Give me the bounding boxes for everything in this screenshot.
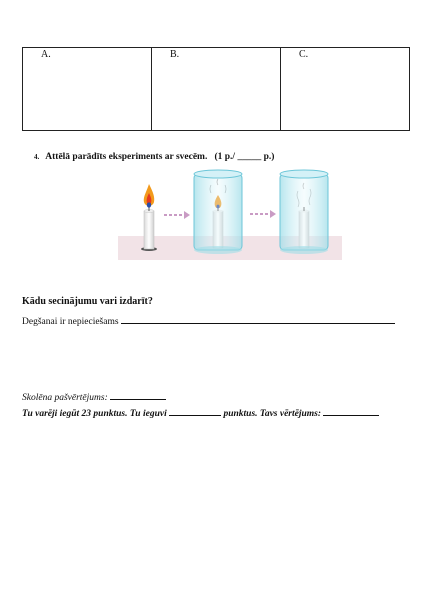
table-row [23, 48, 410, 131]
cell-c-label: C. [299, 49, 309, 60]
glass-jar [194, 174, 242, 250]
question-text: Attēlā parādīts eksperiments ar svecēm. [45, 152, 208, 162]
sentence-start: Degšanai ir nepieciešams [22, 317, 119, 327]
score-line [22, 406, 379, 419]
points-blank: _____ [237, 152, 262, 162]
question-4 [34, 152, 274, 162]
answer-table [22, 47, 410, 131]
self-assessment-label: Skolēna pašvērtējums: [22, 393, 108, 403]
cell-a[interactable] [23, 48, 152, 131]
points-close: p.) [263, 152, 275, 162]
arrow-icon [164, 211, 190, 219]
cell-b-label: B. [170, 49, 180, 60]
grade-blank[interactable] [323, 406, 379, 416]
glass-jar [280, 174, 328, 250]
candle-under-glass-extinguished [280, 170, 328, 254]
score-text-1: Tu varēji iegūt 23 punktus. Tu ieguvi [22, 409, 167, 419]
candle-under-glass-flickering [194, 170, 242, 254]
cell-a-label: A. [41, 49, 51, 60]
cell-c[interactable] [281, 48, 410, 131]
conclusion-sentence [22, 314, 395, 327]
question-number: 4. [34, 153, 40, 161]
answer-blank[interactable] [121, 314, 395, 324]
conclusion-question: Kādu secinājumu vari izdarīt? [22, 296, 153, 307]
arrow-icon [250, 210, 276, 218]
score-text-2: punktus. Tavs vērtējums: [223, 409, 322, 419]
candle-experiment-figure [118, 165, 342, 261]
cell-b[interactable] [152, 48, 281, 131]
self-assessment-line [22, 390, 166, 403]
points-earned-blank[interactable] [169, 406, 221, 416]
self-assessment-blank[interactable] [110, 390, 166, 400]
points-open: (1 p./ [214, 152, 236, 162]
